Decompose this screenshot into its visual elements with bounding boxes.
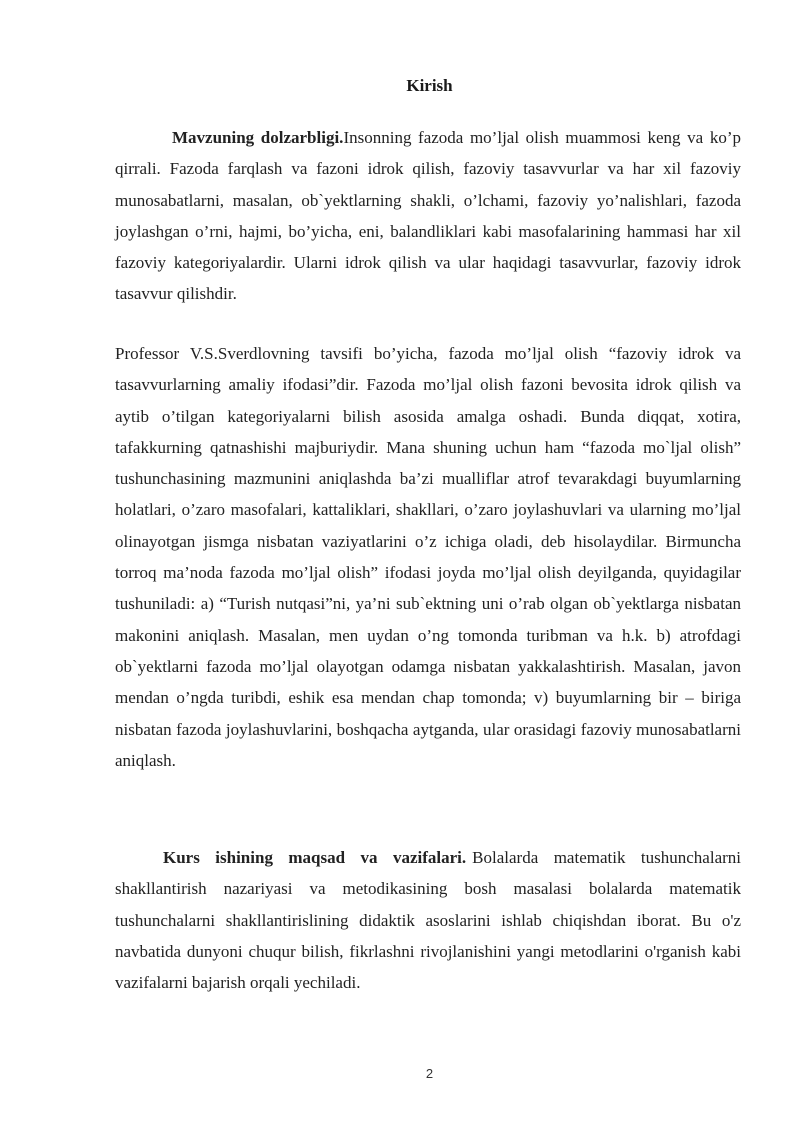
paragraph-text-relevance: Insonning fazoda mo’ljal olish muammosi keng va ko’p qirrali. Fazoda farqlash va fazoni idrok qilish, fazoviy tasavvurlar va har xil fazoviy munosabatlarni, masalan, ob`yektlarning shakli, o’lchami, fazoviy yo’nalishlari, fazoda joylashgan o’rni, hajmi, bo’yicha, eni, balandliklari kabi masofalarining hammasi har xil fazoviy kategoriyalardir. Ularni idrok qilish va ular haqidagi tasavvurlar, fazoviy idrok tasavvur qilishdir. [115, 128, 741, 304]
paragraph-heading-goals: Kurs ishining maqsad va vazifalari. [163, 848, 467, 867]
paragraph-sverdlov [115, 338, 741, 776]
paragraph-relevance [115, 122, 741, 310]
page-title: Kirish [406, 76, 453, 95]
paragraph-goals [115, 842, 741, 998]
paragraph-text-sverdlov: Professor V.S.Sverdlovning tavsifi bo’yicha, fazoda mo’ljal olish “fazoviy idrok va tasavvurlarning amaliy ifodasi”dir. Fazoda mo’ljal olish fazoni bevosita idrok qilish va aytib o’tilgan kategoriyalarni bilish asosida amalga oshadi. Bunda diqqat, xotira, tafakkurning qatnashishi majburiydir. Mana shuning uchun ham “fazoda mo`ljal olish” tushunchasining mazmunini aniqlashda ba’zi mualliflar atrof tevarakdagi buyumlarning holatlari, o’zaro masofalari, kattaliklari, shakllari, o’zaro joylashuvlari va ularning mo’ljal olinayotgan jismga nisbatan vaziyatlarini o’z ichiga oladi, deb hisolaydilar. Birmuncha torroq ma’noda fazoda mo’ljal olish” ifodasi joyda mo’ljal olish deyilganda, quyidagilar tushuniladi: a) “Turish nutqasi”ni, ya’ni sub`ektning uni o’rab olgan ob`yektlarga nisbatan makonini aniqlash. Masalan, men uydan o’ng tomonda turibman va h.k. b) atrofdagi ob`yektlarni fazoda mo’ljal olayotgan odamga nisbatan yakkalashtirish. Masalan, javon mendan o’ngda turibdi, eshik esa mendan chap tomonda; v) buyumlarning bir – biriga nisbatan fazoda joylashuvlarini, boshqacha aytganda, ular orasidagi fazoviy munosabatlarni aniqlash. [115, 344, 741, 770]
paragraph-heading-relevance: Mavzuning dolzarbligi. [172, 128, 344, 147]
paragraph-text-goals: Bolalarda matematik tushunchalarni shakllantirish nazariyasi va metodikasining bosh masalasi bolalarda matematik tushunchalarni shakllantirislining didaktik asoslarini ishlab chiqishdan iborat. Bu o'z navbatida dunyoni chuqur bilish, fikrlashni rivojlanishini yangi metodlarini o'rganish kabi vazifalarni bajarish orqali yechiladi. [115, 848, 741, 993]
page-number: 2 [425, 1066, 434, 1081]
